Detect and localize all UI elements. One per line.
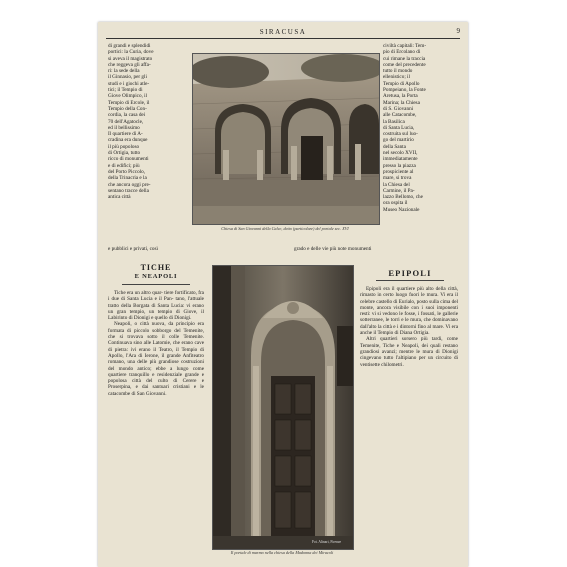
tiche-paragraph-1: Tiche era un altro quar- tiere fortificato, fra i due di Santa Lucia e il Pan- tano, l'attuale tratto della Borgata di Santa Lucia: vi erano un gran tempio, un tempio di Giove, il Labirinto di Dionigi e quello di Dionigi.: [108, 290, 204, 322]
magazine-page: [98, 22, 468, 567]
top-right-text-line: prospiciente al: [383, 168, 414, 175]
top-left-text-line: Giove Olimpico, il: [108, 93, 148, 100]
top-left-text-line: si aveva il magistrato: [108, 55, 153, 62]
top-left-text-line: della Trinacria e la: [108, 175, 147, 182]
top-right-text-line: Tempio di Apollo: [383, 80, 420, 87]
photo-credit: Fot. Alinari, Firenze: [312, 540, 342, 544]
top-left-text-line: e di edifici; più: [108, 162, 140, 169]
section-rule-tiche: [122, 284, 190, 285]
top-right-text-line: della Santa: [383, 143, 406, 150]
top-left-text-line: ricco di monumenti: [108, 156, 149, 163]
section-heading-epipoli: [360, 268, 460, 278]
top-closing-right: grado e delle vie più note monumenti: [294, 246, 372, 252]
top-left-text-line: il Ginnasio, per gli: [108, 74, 147, 81]
top-right-text-line: Museo Nazionale: [383, 206, 420, 213]
marble-portal-photo: [212, 265, 354, 550]
top-right-text-line: lazzo Bellomo, che: [383, 194, 423, 201]
tiche-body-column: [108, 290, 204, 560]
top-right-text-line: costruita sul luo-: [383, 131, 418, 138]
top-right-text-line: cui rimane la traccia: [383, 55, 426, 62]
top-right-text-line: Carmine, il Pa-: [383, 187, 415, 194]
top-right-text-line: nel secolo XVII,: [383, 150, 418, 157]
section-subtitle-neapoli: E NEAPOLI: [134, 273, 178, 280]
top-right-text-line: Marina; la Chiesa: [383, 99, 420, 106]
top-right-text-line: immediatamente: [383, 156, 418, 163]
top-right-text-line: alle Catacombe,: [383, 112, 417, 119]
top-right-text-line: la Chiesa del: [383, 181, 410, 188]
top-right-text-line: di S. Giovanni: [383, 105, 414, 112]
top-left-text-line: ri: la sede della: [108, 68, 140, 75]
top-closing-left: e pubblici e privati, così: [108, 246, 158, 252]
top-left-text-line: Tempio della Con-: [108, 105, 147, 112]
top-left-text-line: Il quartiere di A-: [108, 131, 143, 138]
top-left-text-line: che reggeva gli affa-: [108, 61, 151, 68]
top-right-lines: [383, 43, 459, 213]
top-right-text-line: tutto il mondo: [383, 68, 413, 75]
top-right-text-line: presso la piazza: [383, 162, 416, 169]
header-rule: [106, 38, 460, 39]
top-left-text-column: [108, 43, 184, 239]
top-left-text-line: di grandi e splendidi: [108, 43, 151, 49]
epipoli-paragraph-1: Epipoli era il quartiere più alto della città, rimasto in certo luogo fuori le mura. Vi era il celebre castello di Eurialo, posto sulla cima del monte, ancora visibile con i suoi imponenti resti: vi si vedono le fosse, i fossati, le gallerie sotterranee, le torri e le mura, che dominavano dall'alto la città e i dintorni fino al mare. Vi era anche il Tempio di Diana Ortigia.: [360, 286, 458, 337]
church-arches-photo: [192, 53, 380, 225]
top-left-text-line: di Ortigia, tutto: [108, 150, 141, 157]
top-left-text-line: ed il bellissimo: [108, 124, 140, 131]
top-right-text-line: civiltà capitali: Tem-: [383, 43, 427, 49]
top-left-text-line: studi e i giochi atle-: [108, 80, 150, 87]
top-right-text-line: Aretusa, la Porta: [383, 93, 418, 100]
top-right-text-line: come del precedente: [383, 61, 426, 68]
top-right-text-line: ora ospita il: [383, 200, 408, 207]
top-right-text-line: la Basilica: [383, 118, 405, 125]
top-left-text-line: 70 dell'Agatocle,: [108, 118, 144, 125]
top-left-text-line: Tempio di Ercole, il: [108, 99, 150, 106]
epipoli-body-column: [360, 286, 458, 558]
top-left-text-line: sentano tracce della: [108, 187, 149, 194]
top-left-text-line: antica città: [108, 194, 131, 201]
top-right-text-line: go del martirio: [383, 137, 414, 144]
section-title-tiche: TICHE: [140, 263, 172, 272]
section-heading-tiche: [108, 263, 204, 280]
top-left-text-line: portici: la Curia, dove: [108, 49, 154, 56]
top-right-text-line: mare, si trova: [383, 175, 412, 182]
tiche-paragraph-2: Neapoli, o città nuova, da principio era formata di piccolo sobborgo del Temenite, che si trovava sotto il colle Temenite. Continuava sino alle Latomie, che erano cave di pietra: ivi erano il Teatro, il Tempio di Apollo, l'Ara di Ierone, il grande Anfiteatro romano, una delle più grandiose costruzioni del mondo antico; ebbe a lungo come quartiere tranquillo e residenziale grande e popolosa città del culto di Cerere e Proserpina, e dai santuari cristiani e le catacombe di San Giovanni.: [108, 321, 204, 397]
section-rule-epipoli: [376, 280, 444, 281]
top-left-text-line: cradina era dunque: [108, 137, 148, 144]
top-photo-caption: Chiesa di San Giovanni della Calce, detto (particolare) del portale sec. XVI: [221, 226, 349, 231]
top-left-text-line: che ancora oggi pre-: [108, 181, 151, 188]
top-right-text-column: [383, 43, 459, 239]
top-right-text-line: pio di Ercolano di: [383, 49, 421, 56]
top-left-text-line: del Porto Piccolo,: [108, 168, 146, 175]
top-right-text-line: ellenistico; il: [383, 74, 410, 81]
top-section-closing-line: [108, 246, 284, 260]
top-left-text-line: cordia, la casa dei: [108, 112, 146, 119]
page-number: 9: [456, 27, 460, 35]
epipoli-paragraph-2: Altri quartieri sorsero più tardi, come Temenite, Tiche e Neapoli, dei quali restano grandiosi avanzi; mentre le mura di Dionigi cingevano tutto l'altipiano per un circuito di ventisette chilometri.: [360, 336, 458, 368]
section-title-epipoli: EPIPOLI: [388, 268, 432, 278]
top-left-text-line: il più popoloso: [108, 143, 140, 150]
running-header: SIRACUSA: [259, 28, 307, 36]
top-section-closing-line-right: [294, 246, 458, 260]
top-right-text-line: Pompeiano, la Fonte: [383, 87, 426, 94]
top-left-text-line: tici; il Tempio di: [108, 87, 143, 94]
top-right-text-line: di Santa Lucia,: [383, 124, 415, 131]
top-left-lines: [108, 43, 184, 200]
bottom-photo-caption: Il portale di marmo nella chiesa della Madonna dei Miracoli: [230, 550, 334, 555]
